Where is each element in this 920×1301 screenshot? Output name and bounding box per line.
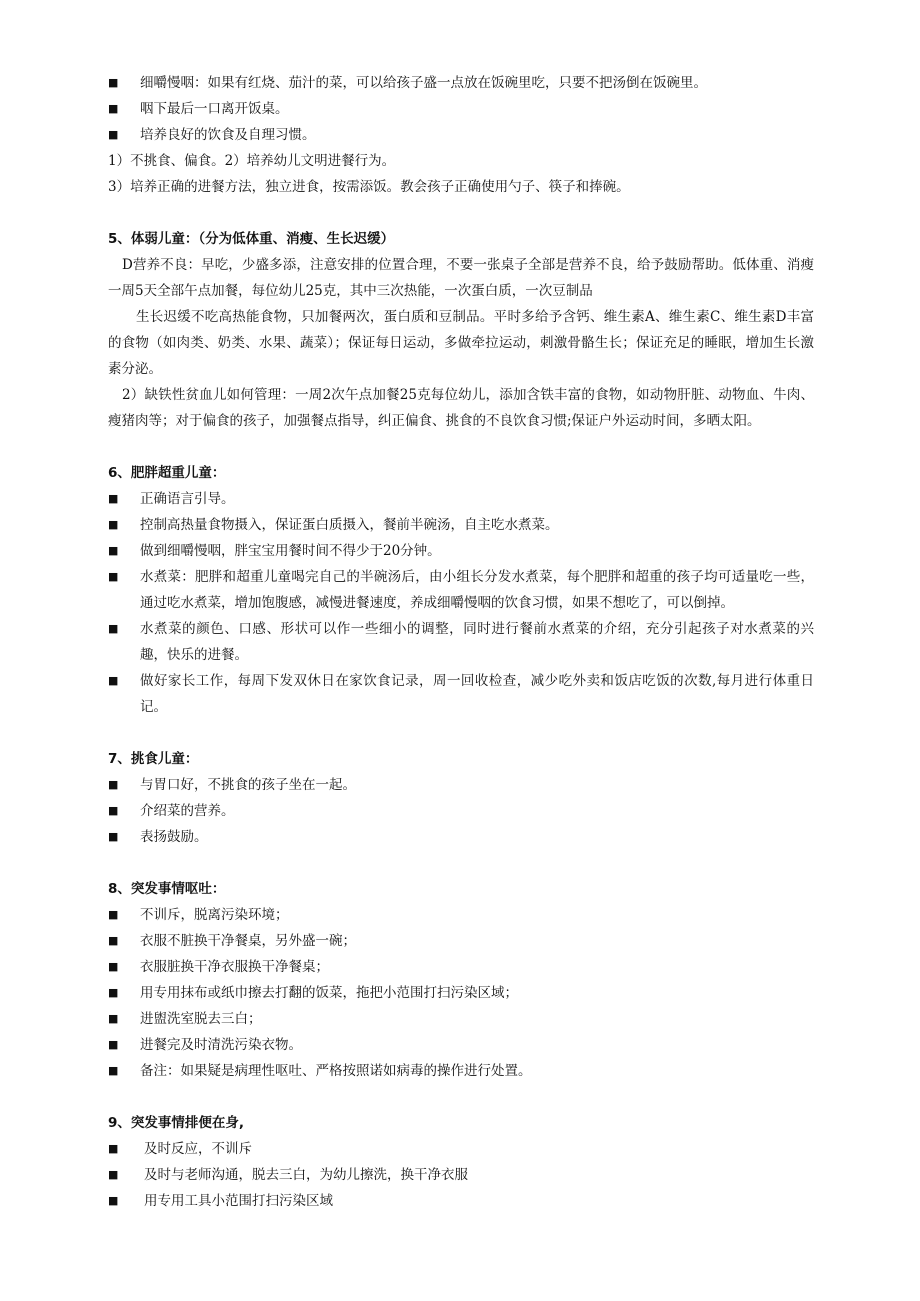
bullet-icon: ■ xyxy=(108,102,119,115)
list-item xyxy=(108,1188,814,1214)
list-item-text: 及时与老师沟通，脱去三白，为幼儿擦洗，换干净衣服 xyxy=(144,1167,468,1183)
list-item xyxy=(108,902,814,928)
list-item-text: 衣服脏换干净衣服换干净餐桌； xyxy=(140,959,329,975)
list-item-text: 咽下最后一口离开饭桌。 xyxy=(140,101,289,117)
list-item xyxy=(108,824,814,850)
bullet-icon: ■ xyxy=(108,1194,119,1207)
bullet-icon: ■ xyxy=(108,830,119,843)
list-item-text: 控制高热量食物摄入，保证蛋白质摄入，餐前半碗汤，自主吃水煮菜。 xyxy=(140,517,559,533)
list-item-text: 正确语言引导。 xyxy=(140,491,235,507)
section-heading-9: 9、突发事情排便在身, xyxy=(108,1115,245,1131)
list-item-text: 用专用工具小范围打扫污染区域 xyxy=(144,1193,333,1209)
list-item-text: 做好家长工作，每周下发双休日在家饮食记录，周一回收检查，减少吃外卖和饭店吃饭的次数,每月进行体重日记。 xyxy=(140,673,814,715)
document-content xyxy=(108,70,814,1214)
list-item-text: 进盥洗室脱去三白； xyxy=(140,1011,262,1027)
list-item xyxy=(108,1162,814,1188)
bullet-icon: ■ xyxy=(108,986,119,999)
list-item xyxy=(108,668,814,720)
list-item xyxy=(108,122,814,148)
list-item-text: 用专用抹布或纸巾擦去打翻的饭菜，拖把小范围打扫污染区域； xyxy=(140,985,518,1001)
list-item xyxy=(108,616,814,668)
list-item xyxy=(108,798,814,824)
list-item-text: 表扬鼓励。 xyxy=(140,829,208,845)
bullet-icon: ■ xyxy=(108,908,119,921)
bullet-icon: ■ xyxy=(108,960,119,973)
paragraph-malnutrition: D营养不良：早吃，少盛多添，注意安排的位置合理，不要一张桌子全部是营养不良，给予鼓励帮助。低体重、消瘦一周5天全部午点加餐，每位幼儿25克，其中三次热能，一次蛋白质，一次豆制品 xyxy=(108,257,814,299)
paragraph-anemia: 2）缺铁性贫血儿如何管理：一周2次午点加餐25克每位幼儿，添加含铁丰富的食物，如动物肝脏、动物血、牛肉、瘦猪肉等；对于偏食的孩子，加强餐点指导，纠正偏食、挑食的不良饮食习惯;保证户外运动时间，多晒太阳。 xyxy=(108,387,814,429)
bullet-icon: ■ xyxy=(108,804,119,817)
bullet-icon: ■ xyxy=(108,1064,119,1077)
section-heading-8: 8、突发事情呕吐： xyxy=(108,881,226,897)
bullet-icon: ■ xyxy=(108,1038,119,1051)
bullet-icon: ■ xyxy=(108,778,119,791)
list-item-text: 不训斥，脱离污染环境； xyxy=(140,907,289,923)
list-item-text: 进餐完及时清洗污染衣物。 xyxy=(140,1037,302,1053)
list-item xyxy=(108,96,814,122)
bullet-icon: ■ xyxy=(108,544,119,557)
list-item-text: 水煮菜：肥胖和超重儿童喝完自己的半碗汤后，由小组长分发水煮菜，每个肥胖和超重的孩子均可适量吃一些，通过吃水煮菜，增加饱腹感，减慢进餐速度，养成细嚼慢咽的饮食习惯，如果不想吃了，可以倒掉。 xyxy=(140,569,814,611)
list-item-text: 衣服不脏换干净餐桌，另外盛一碗； xyxy=(140,933,356,949)
section-heading-5: 5、体弱儿童：（分为低体重、消瘦、生长迟缓） xyxy=(108,231,395,247)
list-item xyxy=(108,1136,814,1162)
list-item xyxy=(108,954,814,980)
bullet-icon: ■ xyxy=(108,492,119,505)
list-item-text: 介绍菜的营养。 xyxy=(140,803,235,819)
numbered-line: 3）培养正确的进餐方法，独立进食，按需添饭。教会孩子正确使用勺子、筷子和捧碗。 xyxy=(108,179,630,195)
list-item xyxy=(108,928,814,954)
paragraph-growth-delay: 生长迟缓不吃高热能食物，只加餐两次，蛋白质和豆制品。平时多给予含钙、维生素A、维生素C、维生素D丰富的食物（如肉类、奶类、水果、蔬菜）；保证每日运动，多做牵拉运动，刺激骨骼生长；保证充足的睡眠，增加生长激素分泌。 xyxy=(108,309,814,377)
list-item xyxy=(108,512,814,538)
list-item-text: 细嚼慢咽：如果有红烧、茄汁的菜，可以给孩子盛一点放在饭碗里吃，只要不把汤倒在饭碗里。 xyxy=(140,75,707,91)
list-item-text: 备注：如果疑是病理性呕吐、严格按照诺如病毒的操作进行处置。 xyxy=(140,1063,532,1079)
list-item xyxy=(108,772,814,798)
bullet-icon: ■ xyxy=(108,76,119,89)
bullet-icon: ■ xyxy=(108,622,119,635)
bullet-icon: ■ xyxy=(108,1142,119,1155)
list-item xyxy=(108,70,814,96)
section-heading-7: 7、挑食儿童： xyxy=(108,751,199,767)
numbered-line: 1）不挑食、偏食。2）培养幼儿文明进餐行为。 xyxy=(108,153,396,169)
bullet-icon: ■ xyxy=(108,518,119,531)
list-item-text: 做到细嚼慢咽，胖宝宝用餐时间不得少于20分钟。 xyxy=(140,543,441,559)
list-item xyxy=(108,486,814,512)
list-item-text: 与胃口好，不挑食的孩子坐在一起。 xyxy=(140,777,356,793)
bullet-icon: ■ xyxy=(108,1012,119,1025)
bullet-icon: ■ xyxy=(108,1168,119,1181)
section-heading-6: 6、肥胖超重儿童： xyxy=(108,465,226,481)
list-item xyxy=(108,1058,814,1084)
list-item-text: 水煮菜的颜色、口感、形状可以作一些细小的调整，同时进行餐前水煮菜的介绍，充分引起孩子对水煮菜的兴趣，快乐的进餐。 xyxy=(140,621,814,663)
list-item xyxy=(108,980,814,1006)
list-item xyxy=(108,564,814,616)
bullet-icon: ■ xyxy=(108,934,119,947)
bullet-icon: ■ xyxy=(108,570,119,583)
list-item-text: 及时反应，不训斥 xyxy=(144,1141,252,1157)
list-item-text: 培养良好的饮食及自理习惯。 xyxy=(140,127,316,143)
bullet-icon: ■ xyxy=(108,674,119,687)
list-item xyxy=(108,1032,814,1058)
list-item xyxy=(108,538,814,564)
bullet-icon: ■ xyxy=(108,128,119,141)
list-item xyxy=(108,1006,814,1032)
